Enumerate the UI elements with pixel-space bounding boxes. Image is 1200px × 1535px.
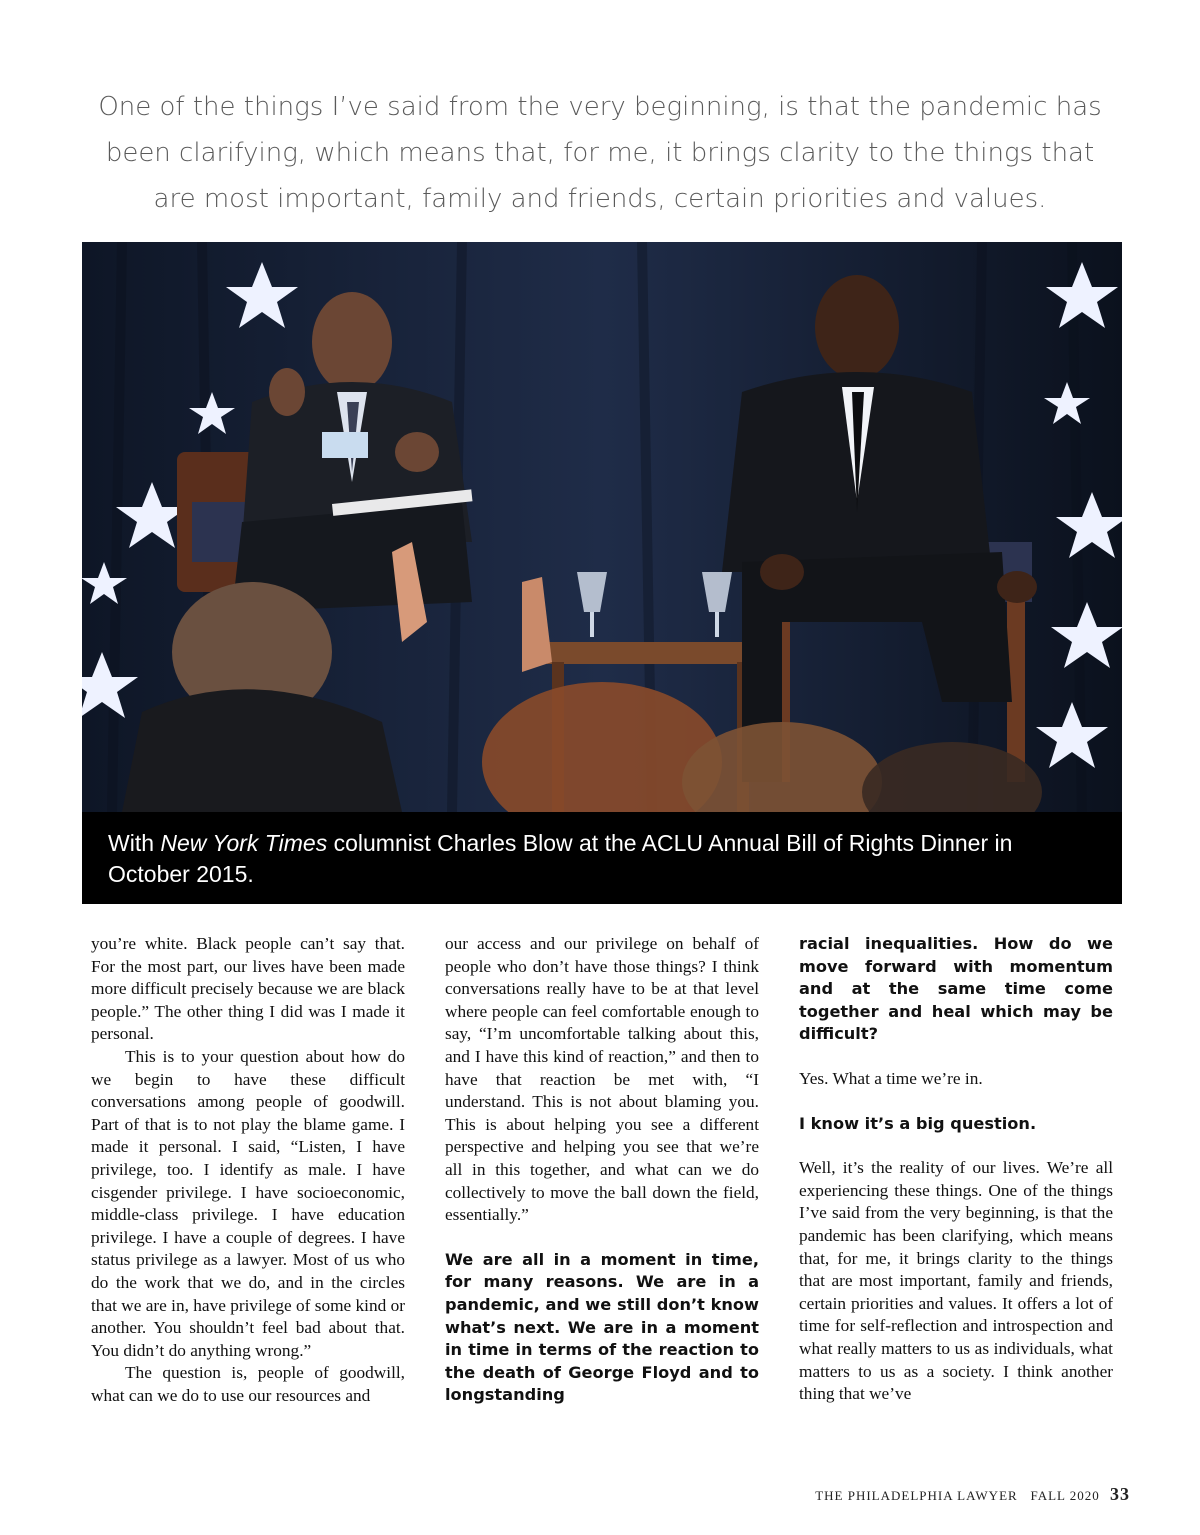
pull-quote <box>60 84 1140 222</box>
caption-text: columnist Charles Blow at the ACLU Annual Bill of Rights Dinner in October 2015. <box>108 830 1013 887</box>
interview-question: racial inequalities. How do we move forward with momentum and at the same time come together and heal which may be difficult? <box>799 934 1113 1044</box>
paragraph: our access and our privilege on behalf of people who don’t have those things? I think conversations really have to be at that level where people can feel comfortable enough to say, “I’m uncomfortable talking about this, and I have this kind of reaction,” and then to have that reaction be met with, “I understand. This is not about blaming you. This is about helping you see a different perspective and helping you see that we’re all in this together, and what can we do collectively to move the ball down the field, essentially.” <box>445 934 759 1225</box>
pull-quote-line-3: are most important, family and friends, certain priorities and values. <box>153 184 1047 214</box>
event-photo <box>82 242 1122 812</box>
publication-name: THE PHILADELPHIA LAWYER <box>815 1488 1018 1503</box>
pull-quote-line-1: One of the things I’ve said from the very beginning, is that the pandemic has <box>98 92 1102 122</box>
interview-question: I know it’s a big question. <box>799 1113 1037 1133</box>
column-3 <box>799 933 1113 1406</box>
interview-question: We are all in a moment in time, for many reasons. We are in a pandemic, and we still don’t know what’s next. We are in a moment in time in terms of the reaction to the death of George Floyd and to longstanding <box>445 1249 759 1405</box>
pull-quote-line-2: been clarifying, which means that, for me, it brings clarity to the things that <box>105 138 1095 168</box>
issue-label: FALL 2020 <box>1030 1488 1100 1503</box>
interview-answer: Yes. What a time we’re in. <box>799 1068 983 1088</box>
interview-answer: Well, it’s the reality of our lives. We’re all experiencing these things. One of the things I’ve said from the very beginning, is that the pandemic has been clarifying, which means that, for me, it brings clarity to the things that are most important, family and friends, certain priorities and values. It offers a lot of time for self-reflection and introspection and what really matters to us as individuals, what matters to us as a society. I think another thing that we’ve <box>799 1158 1113 1404</box>
paragraph: The question is, people of goodwill, what can we do to use our resources and <box>91 1363 405 1405</box>
page-footer <box>815 1484 1130 1505</box>
caption-publication-name: New York Times <box>160 830 328 856</box>
photo-caption <box>82 812 1122 904</box>
column-1 <box>91 933 405 1407</box>
paragraph: This is to your question about how do we begin to have these difficult conversations among people of goodwill. Part of that is to not play the blame game. I made it personal. I said, “Listen, I have privilege, too. I identify as male. I have cisgender privilege. I have socioeconomic, middle-class privilege. I have education privilege. I have a couple of degrees. I have status privilege as a lawyer. Most of us who do the work that we do, and in the circles that we are in, have privilege of some kind or another. You shouldn’t feel bad about that. You didn’t do anything wrong.” <box>91 1046 405 1360</box>
page-number: 33 <box>1110 1484 1130 1504</box>
paragraph: you’re white. Black people can’t say that. For the most part, our lives have been made more difficult precisely because we are black people.” The other thing I did was I made it personal. <box>91 934 405 1044</box>
caption-prefix: With <box>108 830 161 856</box>
column-2 <box>445 933 759 1407</box>
